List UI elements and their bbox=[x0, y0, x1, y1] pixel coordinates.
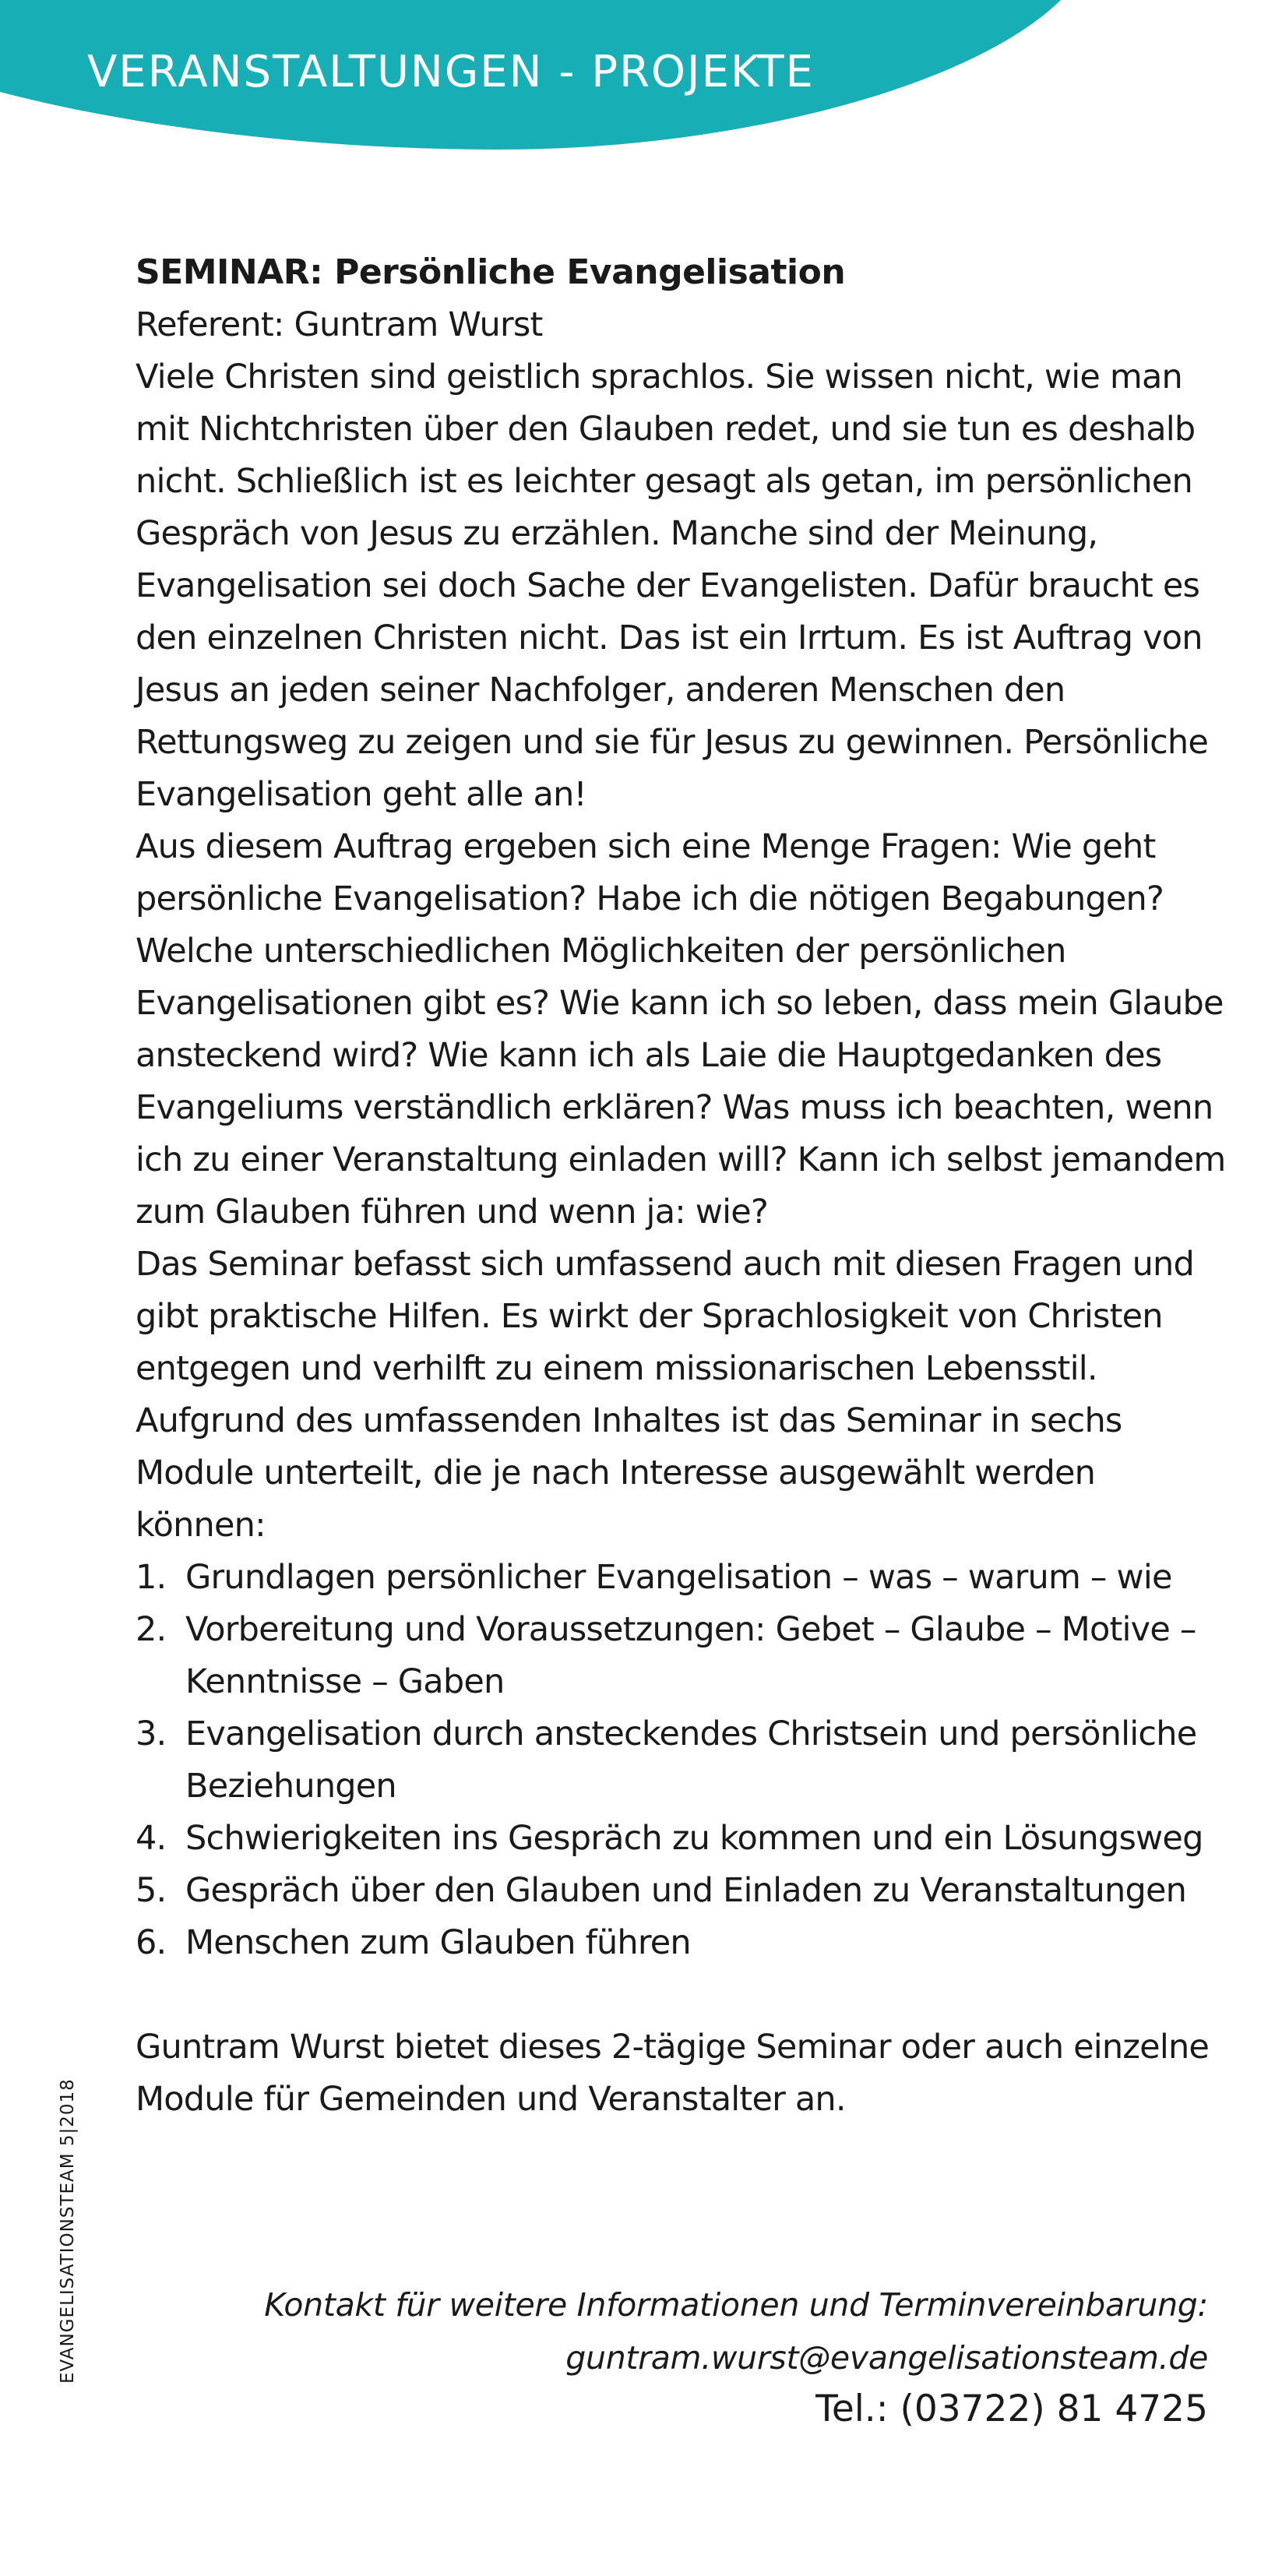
module-number: 1. bbox=[136, 1558, 167, 1597]
referent-line: Referent: Guntram Wurst bbox=[136, 305, 543, 344]
module-item-5 bbox=[136, 1865, 1226, 1917]
module-text: Grundlagen persönlicher Evangelisation – was – warum – wie bbox=[185, 1558, 1172, 1597]
module-text: Vorbereitung und Voraussetzungen: Gebet – Glaube – Motive – Kenntnisse – Gaben bbox=[185, 1610, 1196, 1701]
module-item-1 bbox=[136, 1552, 1226, 1604]
module-list bbox=[136, 1552, 1226, 1969]
module-item-3 bbox=[136, 1708, 1226, 1813]
footer-vertical-label: EVANGELISATIONSTEAM 5|2018 bbox=[58, 2078, 78, 2384]
modules-intro-paragraph: Das Seminar befasst sich umfassend auch mit diesen Fragen und gibt praktische Hilfen. Es wirkt der Sprachlosigkeit von Christen entgegen und verhilft zu einem missionarischen Lebensstil. Aufgrund des umfassenden Inhaltes ist das Seminar in sechs Module unterteilt, die je nach Interesse ausgewählt werden können: bbox=[136, 1245, 1194, 1545]
module-number: 3. bbox=[136, 1714, 167, 1753]
intro-paragraph: Viele Christen sind geistlich sprachlos. Sie wissen nicht, wie man mit Nichtchristen über den Glauben redet, und sie tun es deshalb nicht. Schließlich ist es leichter gesagt als getan, im persönlichen Gespräch von Jesus zu erzählen. Manche sind der Meinung, Evangelisation sei doch Sache der Evangelisten. Dafür braucht es den einzelnen Christen nicht. Das ist ein Irrtum. Es ist Auftrag von Jesus an jeden seiner Nachfolger, anderen Menschen den Rettungsweg zu zeigen und sie für Jesus zu gewinnen. Persönliche Evangelisation geht alle an! bbox=[136, 358, 1209, 814]
module-number: 2. bbox=[136, 1610, 167, 1649]
module-text: Gespräch über den Glauben und Einladen zu Veranstaltungen bbox=[185, 1871, 1187, 1910]
contact-email-link[interactable]: guntram.wurst@evangelisationsteam.de bbox=[565, 2339, 1208, 2377]
module-text: Menschen zum Glauben führen bbox=[185, 1923, 691, 1962]
contact-block bbox=[264, 2278, 1208, 2434]
module-number: 4. bbox=[136, 1819, 167, 1858]
section-title: VERANSTALTUNGEN - PROJEKTE bbox=[87, 47, 815, 97]
offer-paragraph: Guntram Wurst bietet dieses 2-tägige Seminar oder auch einzelne Module für Gemeinden und Veranstalter an. bbox=[136, 2028, 1210, 2119]
module-number: 5. bbox=[136, 1871, 167, 1910]
module-number: 6. bbox=[136, 1923, 167, 1962]
module-text: Schwierigkeiten ins Gespräch zu kommen und ein Lösungsweg bbox=[185, 1819, 1203, 1858]
contact-heading: Kontakt für weitere Informationen und Terminvereinbarung: bbox=[264, 2286, 1208, 2324]
module-item-6 bbox=[136, 1917, 1226, 1969]
article-body bbox=[136, 246, 1226, 2126]
module-item-4 bbox=[136, 1813, 1226, 1865]
questions-paragraph: Aus diesem Auftrag ergeben sich eine Menge Fragen: Wie geht persönliche Evangelisation? Habe ich die nötigen Begabungen? Welche unterschiedlichen Möglichkeiten der persönlichen Evangelisationen gibt es? Wie kann ich so leben, dass mein Glaube ansteckend wird? Wie kann ich als Laie die Hauptgedanken des Evangeliums verständlich erklären? Was muss ich beachten, wenn ich zu einer Veranstaltung einladen will? Kann ich selbst jemandem zum Glauben führen und wenn ja: wie? bbox=[136, 827, 1226, 1232]
contact-phone: Tel.: (03722) 81 4725 bbox=[815, 2387, 1208, 2430]
module-item-2 bbox=[136, 1604, 1226, 1708]
seminar-title: SEMINAR: Persönliche Evangelisation bbox=[136, 252, 846, 292]
module-text: Evangelisation durch ansteckendes Christsein und persönliche Beziehungen bbox=[185, 1714, 1197, 1806]
